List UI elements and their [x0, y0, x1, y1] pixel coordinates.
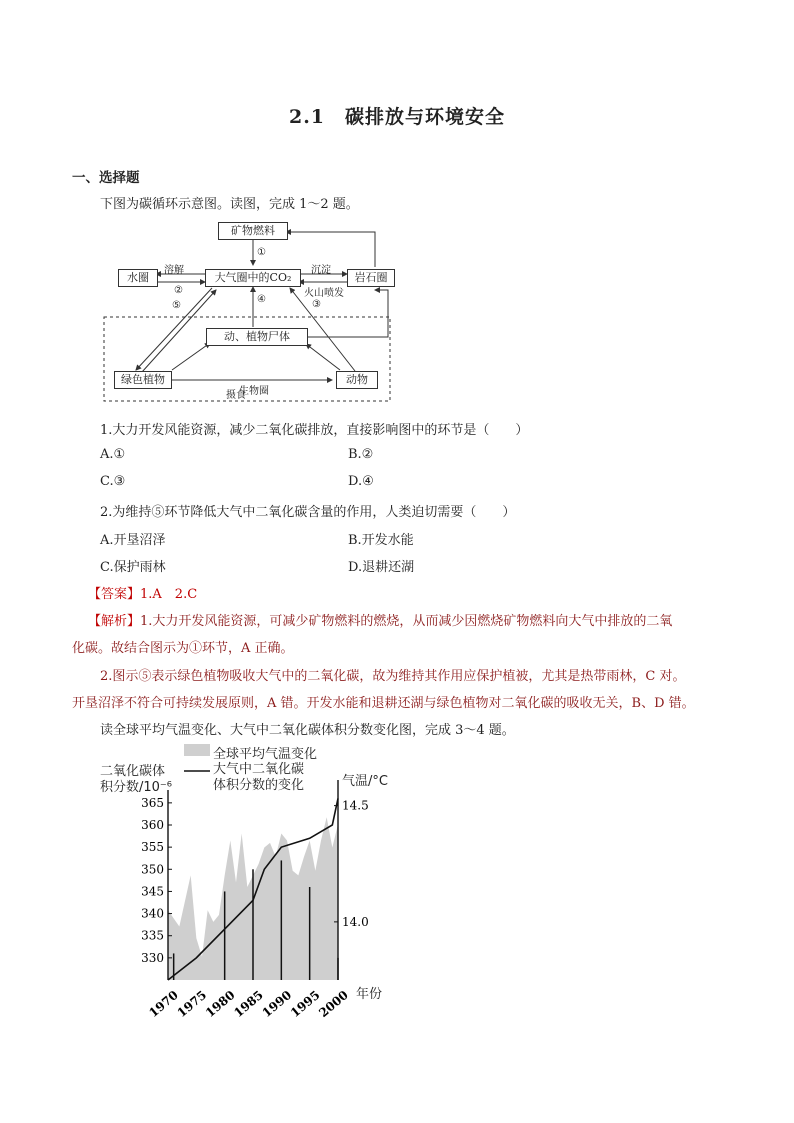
left-tick-label: 345: [141, 884, 164, 899]
analysis-line-1: [88, 610, 672, 629]
question-2-option-d: D.退耕还湖: [348, 560, 415, 575]
x-axis-title: 年份: [356, 987, 383, 1002]
temperature-co2-chart: [96, 738, 396, 1028]
green-plant-box: 绿色植物: [114, 371, 172, 389]
legend-co2-label-1: 大气中二氧化碳: [213, 762, 305, 777]
question-1-option-c: C.③: [100, 474, 126, 489]
step-2-label: ②: [174, 285, 183, 296]
carbon-cycle-diagram: [100, 218, 400, 408]
left-tick-label: 350: [141, 862, 164, 877]
question-2-option-b: B.开发水能: [348, 533, 414, 548]
step-1-label: ①: [257, 247, 266, 258]
x-tick-label: 1990: [259, 987, 295, 1021]
question-2-stem: 2.为维持⑤环节降低大气中二氧化碳含量的作用，人类迫切需要（ ）: [100, 505, 516, 520]
analysis-line-3: 2.图示⑤表示绿色植物吸收大气中的二氧化碳，故为维持其作用应保护植被，尤其是热带雨林，C 对。: [100, 669, 686, 684]
atmosphere-co2-box: 大气圈中的CO₂: [205, 269, 301, 287]
left-axis-title-1: 二氧化碳体: [100, 764, 166, 779]
x-tick-label: 1970: [146, 987, 181, 1021]
x-tick-label: 1980: [202, 987, 238, 1021]
left-tick-label: 355: [141, 840, 164, 855]
legend-co2-label-2: 体积分数的变化: [213, 778, 305, 793]
volcano-label: 火山喷发: [304, 288, 344, 299]
answer-line: 【答案】1.A 2.C: [88, 587, 198, 602]
analysis-line-2: 化碳。故结合图示为①环节，A 正确。: [72, 641, 294, 656]
section-heading: 一、选择题: [72, 170, 140, 186]
legend-temp-swatch: [184, 744, 210, 756]
x-tick-label: 1985: [231, 987, 266, 1021]
x-tick-label: 1995: [287, 987, 323, 1021]
right-tick-label: 14.5: [342, 798, 369, 813]
question-2-option-c: C.保护雨林: [100, 560, 166, 575]
x-tick-label: 2000: [316, 987, 351, 1021]
dissolve-label: 溶解: [164, 265, 184, 276]
step-5-label: ⑤: [172, 300, 181, 311]
left-axis-title-2: 积分数/10⁻⁶: [100, 780, 172, 795]
question-1-stem: 1.大力开发风能资源，减少二氧化碳排放，直接影响图中的环节是（ ）: [100, 423, 529, 438]
lithosphere-box: 岩石圈: [347, 269, 395, 287]
left-tick-label: 330: [141, 950, 164, 965]
right-tick-label: 14.0: [342, 914, 369, 929]
corpse-box: 动、植物尸体: [206, 328, 308, 346]
intro-text-2: 读全球平均气温变化、大气中二氧化碳体积分数变化图，完成 3～4 题。: [100, 723, 515, 738]
biosphere-label: 生物圈: [239, 386, 269, 397]
left-tick-label: 365: [141, 795, 164, 810]
page-title: 2.1 碳排放与环境安全: [288, 106, 506, 128]
x-tick-label: 1975: [174, 987, 210, 1021]
analysis-line-4: 开垦沼泽不符合可持续发展原则，A 错。开发水能和退耕还湖与绿色植物对二氧化碳的吸收无关，B、D 错。: [72, 696, 695, 711]
step-4-label: ④: [257, 294, 266, 305]
animal-box: 动物: [336, 371, 378, 389]
question-2-option-a: A.开垦沼泽: [100, 533, 166, 548]
sediment-label: 沉淀: [311, 265, 331, 276]
hydrosphere-box: 水圈: [118, 269, 158, 287]
intro-text-1: 下图为碳循环示意图。读图，完成 1～2 题。: [100, 197, 359, 212]
right-axis-title: 气温/°C: [342, 774, 388, 789]
step-3-label: ③: [312, 299, 321, 310]
left-tick-label: 335: [141, 928, 164, 943]
eat-label: 摄食: [226, 390, 246, 401]
fossil-fuel-box: 矿物燃料: [218, 222, 288, 240]
left-tick-label: 360: [141, 818, 164, 832]
question-1-option-d: D.④: [348, 474, 374, 489]
question-1-option-b: B.②: [348, 447, 374, 462]
analysis-label: 【解析】: [88, 614, 141, 629]
legend-temp-label: 全球平均气温变化: [213, 747, 318, 762]
left-tick-label: 340: [141, 906, 164, 921]
question-1-option-a: A.①: [100, 447, 126, 462]
analysis-1a: 1.大力开发风能资源，可减少矿物燃料的燃烧，从而减少因燃烧矿物燃料向大气中排放的二氧: [140, 614, 673, 629]
